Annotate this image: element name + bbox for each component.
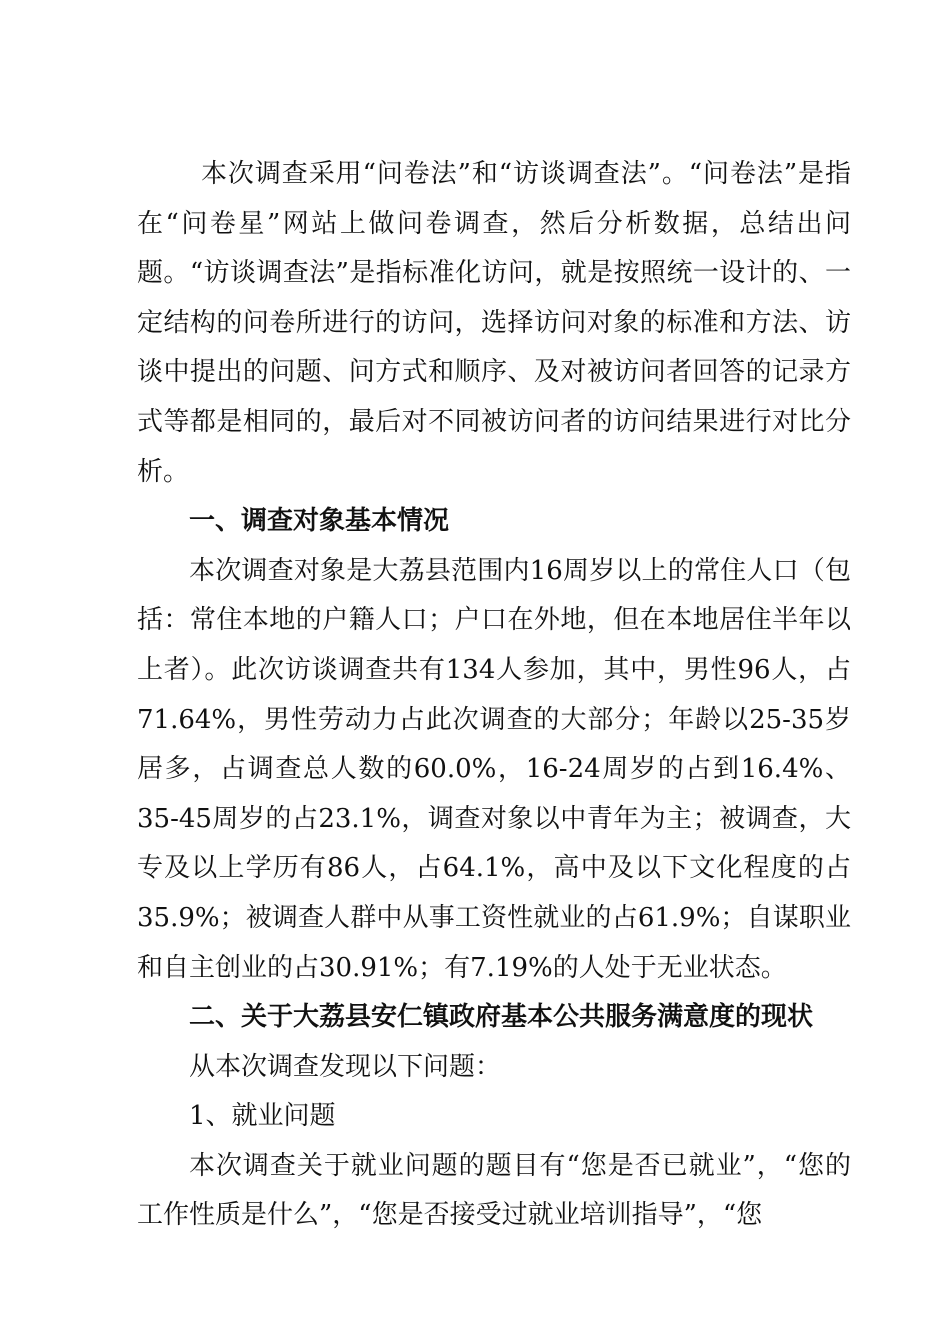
subheading-employment: 1、就业问题 bbox=[189, 1101, 336, 1132]
employment-paragraph: 本次调查关于就业问题的题目有“您是否已就业”，“您的工作性质是什么”，“您是否接受过就业培训指导”，“您 bbox=[137, 1150, 851, 1231]
section-heading-satisfaction-status: 二、关于大荔县安仁镇政府基本公共服务满意度的现状 bbox=[189, 1002, 814, 1033]
intro-paragraph: 本次调查采用“问卷法”和“访谈调查法”。“问卷法”是指在“问卷星”网站上做问卷调查，然后分析数据，总结出问题。“访谈调查法”是指标准化访问，就是按照统一设计的、一定结构的问卷所进行的访问，选择访问对象的标准和方法、访谈中提出的问题、问方式和顺序、及对被访问者回答的记录方式等都是相同的，最后对不同被访问者的访问结果进行对比分析。 bbox=[137, 159, 851, 487]
section-heading-survey-subjects: 一、调查对象基本情况 bbox=[189, 506, 450, 537]
findings-intro-paragraph: 从本次调查发现以下问题： bbox=[189, 1051, 502, 1082]
survey-subjects-paragraph: 本次调查对象是大荔县范围内16周岁以上的常住人口（包括：常住本地的户籍人口；户口在外地，但在本地居住半年以上者）。此次访谈调查共有134人参加，其中，男性96人，占71.64%，男性劳动力占此次调查的大部分；年龄以25-35岁居多，占调查总人数的60.0%，16-24周岁的占到16.4%、35-45周岁的占23.1%，调查对象以中青年为主；被调查，大专及以上学历有86人，占64.1%，高中及以下文化程度的占35.9%；被调查人群中从事工资性就业的占61.9%；自谋职业和自主创业的占30.91%；有7.19%的人处于无业状态。 bbox=[137, 555, 851, 983]
document-body bbox=[137, 150, 851, 1241]
